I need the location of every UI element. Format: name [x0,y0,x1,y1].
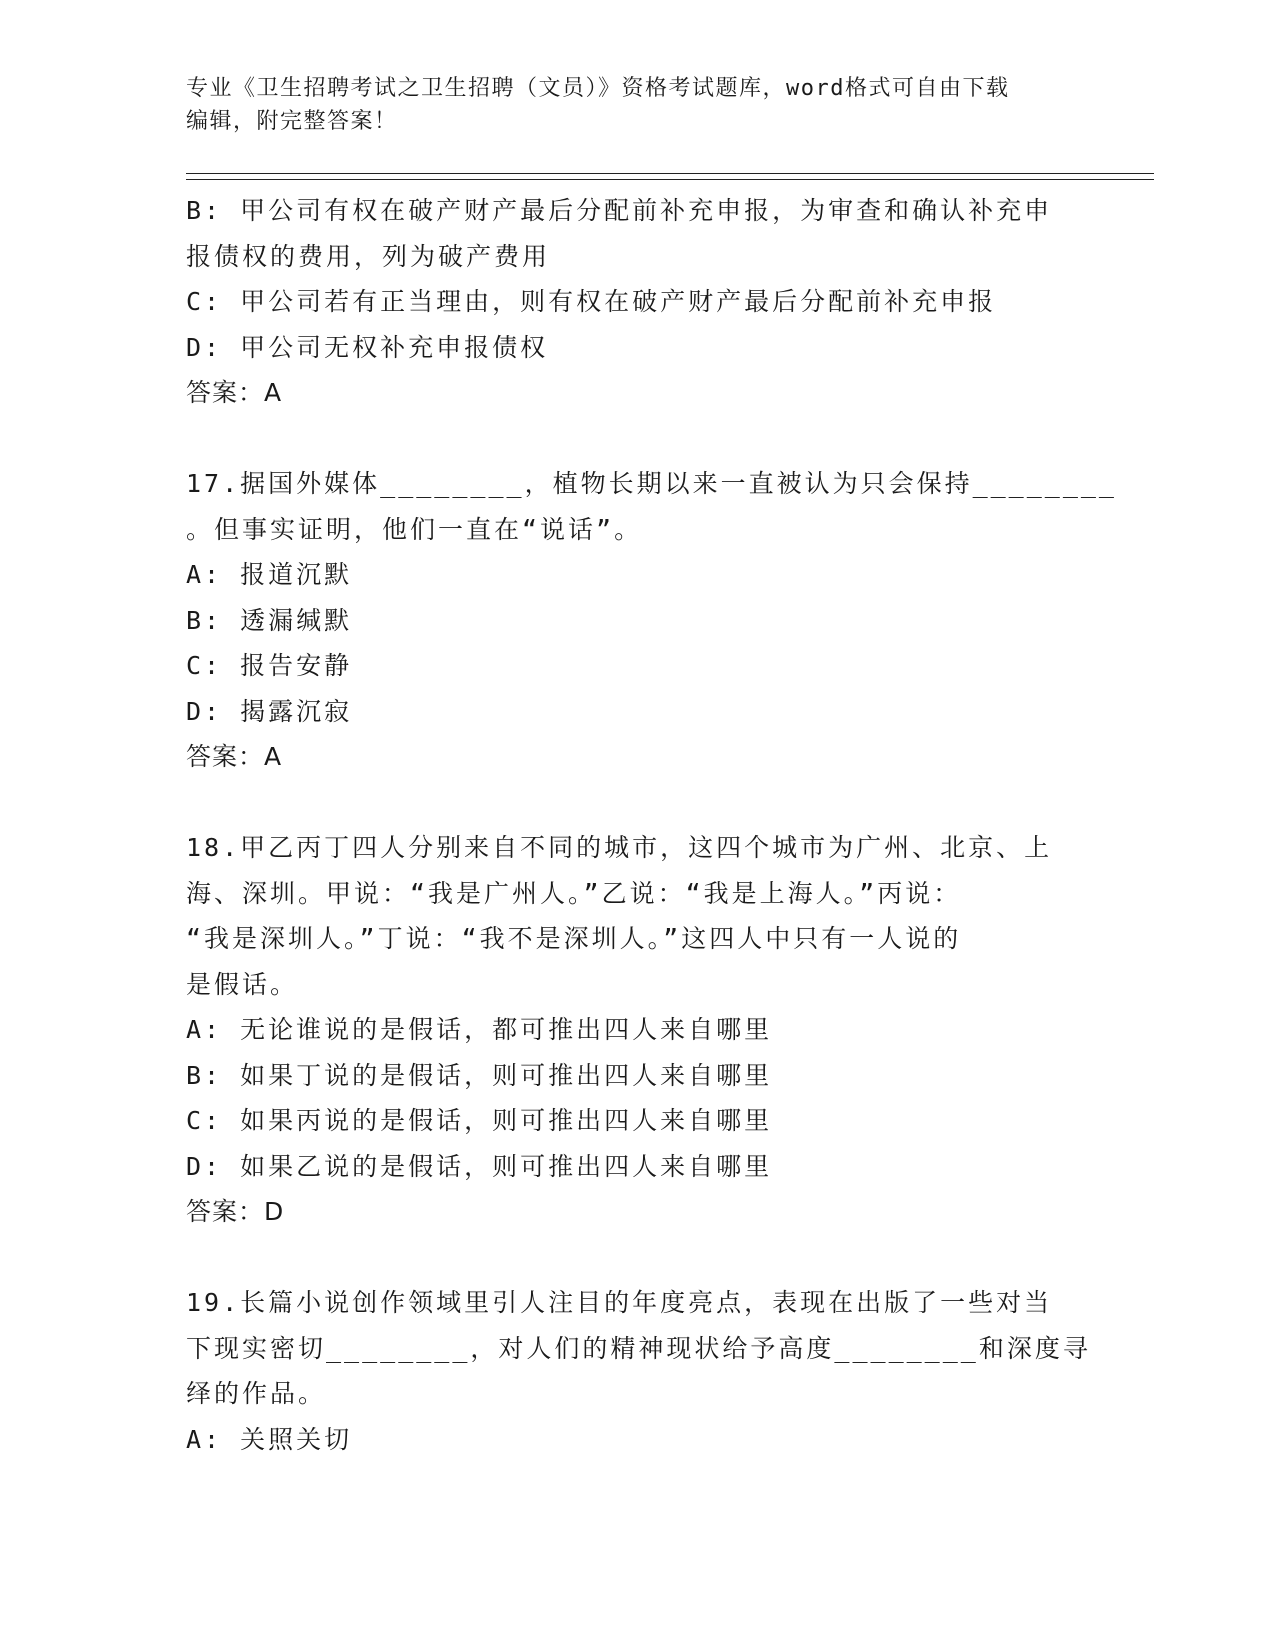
option-c: C: 甲公司若有正当理由，则有权在破产财产最后分配前补充申报 [186,287,997,316]
answer: 答案：D [186,1197,285,1226]
option-b-line-2: 报债权的费用，列为破产费用 [186,241,551,271]
question-stem-line-4: 是假话。 [186,969,299,999]
answer: 答案：A [186,742,283,771]
question-17 [186,461,1117,780]
question-list [186,188,1117,1462]
option-d: D: 揭露沉寂 [186,696,353,726]
question-stem-line-2: 下现实密切________，对人们的精神现状给予高度________和深度寻 [186,1333,1091,1363]
answer: 答案：A [186,378,283,407]
question-18 [186,825,1086,1235]
header-line-1: 专业《卫生招聘考试之卫生招聘（文员）》资格考试题库，word格式可自由下载 [186,76,1010,101]
header-rule-bottom [186,179,1154,180]
option-d: D: 甲公司无权补充申报债权 [186,332,549,362]
option-a: A: 报道沉默 [186,560,353,589]
question-stem-line-1: 18.甲乙丙丁四人分别来自不同的城市，这四个城市为广州、北京、上 [186,833,1053,862]
option-d: D: 如果乙说的是假话，则可推出四人来自哪里 [186,1151,773,1181]
question-stem-line-1: 19.长篇小说创作领域里引人注目的年度亮点，表现在出版了一些对当 [186,1288,1053,1317]
question-19 [186,1280,1091,1462]
question-16 [186,188,1086,416]
question-stem-line-2: 海、深圳。甲说：“我是广州人。”乙说：“我是上海人。”丙说： [186,878,962,908]
question-stem-line-2: 。但事实证明，他们一直在“说话”。 [186,514,643,544]
spacer [186,780,1086,826]
option-b: B: 透漏缄默 [186,605,353,635]
option-b-line-1: B: 甲公司有权在破产财产最后分配前补充申报，为审查和确认补充申 [186,196,1053,225]
option-c: C: 如果丙说的是假话，则可推出四人来自哪里 [186,1106,773,1135]
option-a: A: 关照关切 [186,1424,353,1454]
question-stem-line-1: 17.据国外媒体________，植物长期以来一直被认为只会保持________ [186,469,1117,498]
spacer [186,1235,1086,1281]
question-stem-line-3: “我是深圳人。”丁说：“我不是深圳人。”这四人中只有一人说的 [186,924,962,953]
header-line-2: 编辑，附完整答案！ [186,109,398,134]
spacer [186,416,1086,462]
option-b: B: 如果丁说的是假话，则可推出四人来自哪里 [186,1060,773,1090]
header-rule-top [186,173,1154,174]
question-stem-line-3: 绎的作品。 [186,1379,327,1408]
option-c: C: 报告安静 [186,651,353,680]
option-a: A: 无论谁说的是假话，都可推出四人来自哪里 [186,1015,773,1044]
document-header [186,72,1066,138]
